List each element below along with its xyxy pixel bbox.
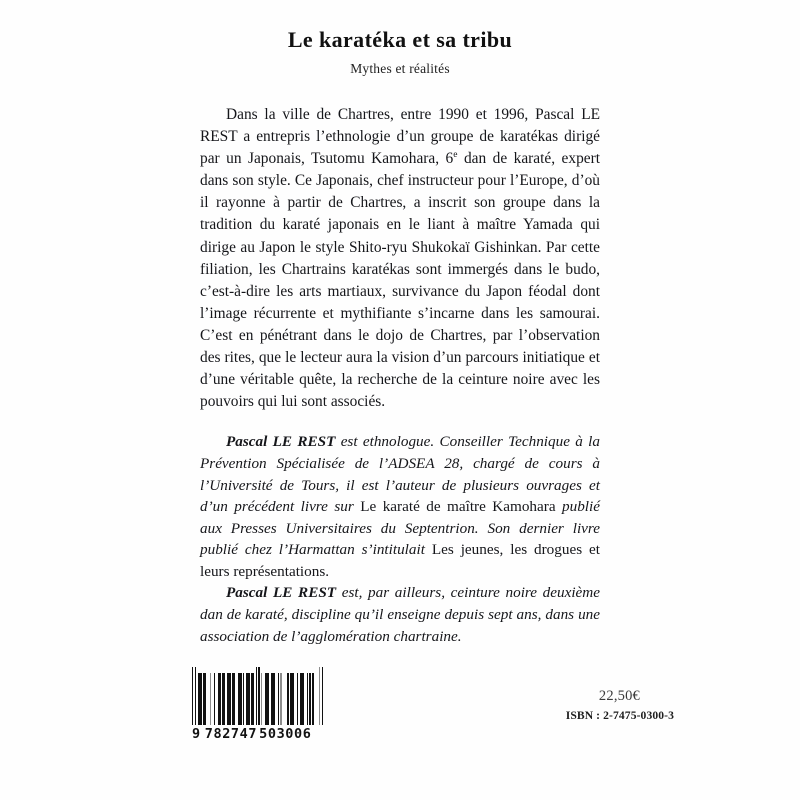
blurb-part-1: Dans la ville de Chartres, entre 1990 et 1996, Pascal LE REST a entrepris l’ethnologie d’un groupe de karatékas dirigé par un Japonais, Tsutomu Kamohara, 6 xyxy=(200,106,600,168)
bio-segment-2: publié aux Presses Universitaires du Septentrion. Son dernier livre publié chez l’Harmattan s’intitulait xyxy=(200,498,600,559)
page-subtitle: Mythes et réalités xyxy=(350,61,450,77)
referenced-book-title-1: Le karaté de maître Kamohara xyxy=(360,498,556,516)
price-label: 22,50€ xyxy=(598,688,640,704)
page-title: Le karatéka et sa tribu xyxy=(287,27,513,52)
price-isbn-block xyxy=(532,688,674,722)
cover-footer xyxy=(0,670,800,800)
author-name-2: Pascal LE REST xyxy=(226,584,337,602)
isbn-label: ISBN : 2-7475-0300-3 xyxy=(565,709,674,722)
author-bio-paragraph-2 xyxy=(200,582,600,647)
barcode-bar xyxy=(322,667,323,725)
barcode xyxy=(192,673,324,742)
bio-segment-1: est ethnologue. Conseiller Technique à la Prévention Spécialisée de l’ADSEA 28, chargé de cours à l’Université de Tours, il est l’auteur de plusieurs ouvrages et d’un précédent livre sur xyxy=(200,433,600,516)
bio2-text: est, par ailleurs, ceinture noire deuxième dan de karaté, discipline qu’il enseigne depuis sept ans, dans une association de l’agglomération chartraine. xyxy=(200,584,600,645)
author-bio-paragraph xyxy=(200,431,600,582)
barcode-lead-digit: 9 xyxy=(192,726,201,742)
author-name: Pascal LE REST xyxy=(226,433,336,451)
cover-header xyxy=(0,28,800,77)
blurb-part-2: dan de karaté, expert dans son style. Ce Japonais, chef instructeur pour l’Europe, d’où il rayonne à partir de Chartres, a inscrit son groupe dans la tradition du karaté japonais en le liant à maître Yamada qui dirige au Japon le style Shito-ryu Shukokaï Gishinkan. Par cette filiation, les Chartrains karatékas sont immergés dans le budo, c’est-à-dire les arts martiaux, survivance du Japon féodal dont l’image récurrente et mythifiante s’incarne dans les samourai. C’est en pénétrant dans le dojo de Chartres, par l’observation des rites, que le lecteur aura la vision d’un parcours initiatique et d’une véritable quête, la recherche de la ceinture noire avec les pouvoirs qui lui sont associés. xyxy=(200,150,601,411)
bio-segment-3: . xyxy=(325,562,330,580)
ordinal-suffix: e xyxy=(453,149,458,161)
barcode-digits xyxy=(192,726,324,742)
barcode-left-digits: 782747 xyxy=(204,726,258,742)
barcode-bars xyxy=(192,673,324,725)
referenced-book-title-2: Les jeunes, les drogues et leurs représentations xyxy=(200,541,600,580)
blurb-paragraph xyxy=(200,104,600,413)
barcode-right-digits: 503006 xyxy=(259,726,312,742)
cover-text-block xyxy=(200,104,600,647)
